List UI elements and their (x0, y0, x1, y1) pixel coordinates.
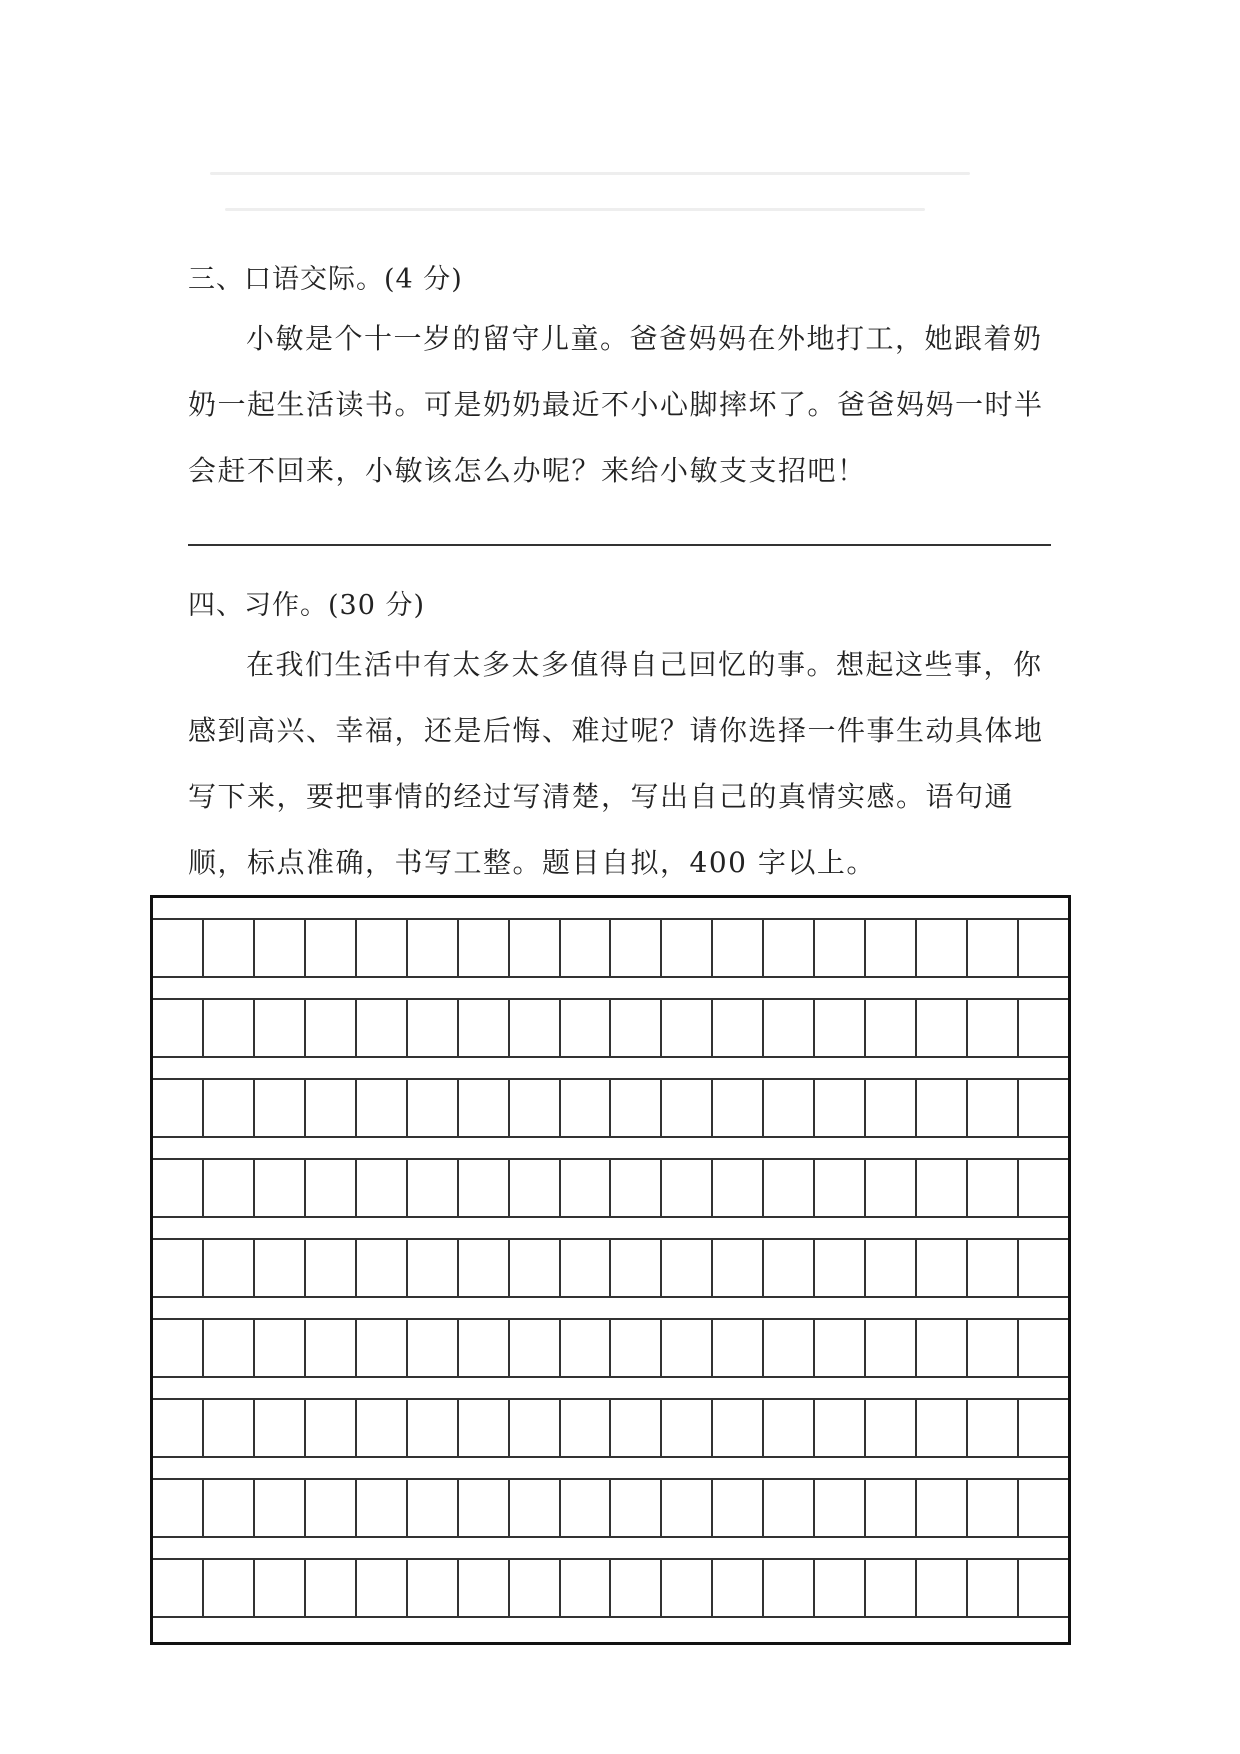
grid-cell[interactable] (966, 1480, 1017, 1536)
grid-cell[interactable] (508, 1080, 559, 1136)
grid-cell[interactable] (202, 1480, 253, 1536)
grid-cell[interactable] (966, 1080, 1017, 1136)
grid-cell[interactable] (609, 1400, 660, 1456)
grid-cell[interactable] (355, 1560, 406, 1616)
grid-cell[interactable] (762, 1320, 813, 1376)
grid-cell[interactable] (813, 1560, 864, 1616)
grid-cell[interactable] (355, 1400, 406, 1456)
faded-text-line (225, 208, 925, 211)
grid-cell[interactable] (508, 1400, 559, 1456)
grid-cell[interactable] (966, 1320, 1017, 1376)
grid-cell[interactable] (457, 1480, 508, 1536)
grid-cell[interactable] (660, 1480, 711, 1536)
grid-cell[interactable] (457, 920, 508, 976)
grid-cell[interactable] (609, 1560, 660, 1616)
grid-cell[interactable] (915, 1480, 966, 1536)
grid-cell[interactable] (355, 920, 406, 976)
grid-row (153, 1398, 1068, 1458)
grid-cell[interactable] (915, 1560, 966, 1616)
grid-cell[interactable] (153, 1480, 202, 1536)
grid-cell[interactable] (153, 1400, 202, 1456)
grid-cell[interactable] (966, 1240, 1017, 1296)
grid-cell[interactable] (559, 1480, 610, 1536)
grid-cell[interactable] (153, 1080, 202, 1136)
grid-cell[interactable] (1017, 1560, 1068, 1616)
grid-cell[interactable] (508, 920, 559, 976)
composition-grid[interactable] (150, 895, 1071, 1645)
grid-cell[interactable] (711, 1240, 762, 1296)
grid-cell[interactable] (762, 1000, 813, 1056)
grid-cell[interactable] (253, 1480, 304, 1536)
grid-cell[interactable] (864, 1320, 915, 1376)
grid-cell[interactable] (813, 1240, 864, 1296)
grid-cell[interactable] (457, 1080, 508, 1136)
grid-cell[interactable] (915, 1160, 966, 1216)
grid-cell[interactable] (762, 920, 813, 976)
grid-cell[interactable] (508, 1240, 559, 1296)
grid-cell[interactable] (762, 1400, 813, 1456)
grid-cell[interactable] (1017, 1240, 1068, 1296)
grid-cell[interactable] (966, 920, 1017, 976)
grid-cell[interactable] (864, 1080, 915, 1136)
grid-cell[interactable] (711, 1000, 762, 1056)
section-4-prompt: 在我们生活中有太多太多值得自己回忆的事。想起这些事，你感到高兴、幸福，还是后悔、难过呢？请你选择一件事生动具体地写下来，要把事情的经过写清楚，写出自己的真情实感。语句通顺，标点准确，书写工整。题目自拟，400 字以上。 (188, 648, 1044, 879)
grid-cell[interactable] (711, 1560, 762, 1616)
grid-cell[interactable] (406, 1560, 457, 1616)
grid-cell[interactable] (355, 1240, 406, 1296)
grid-cell[interactable] (355, 1320, 406, 1376)
grid-cell[interactable] (355, 1080, 406, 1136)
grid-cell[interactable] (559, 1400, 610, 1456)
grid-cell[interactable] (457, 1400, 508, 1456)
grid-cell[interactable] (559, 920, 610, 976)
section-3-prompt: 小敏是个十一岁的留守儿童。爸爸妈妈在外地打工，她跟着奶奶一起生活读书。可是奶奶最近不小心脚摔坏了。爸爸妈妈一时半会赶不回来，小敏该怎么办呢？来给小敏支支招吧！ (188, 322, 1044, 487)
grid-cell[interactable] (304, 1080, 355, 1136)
grid-cell[interactable] (711, 1080, 762, 1136)
grid-cell[interactable] (609, 1240, 660, 1296)
grid-cell[interactable] (202, 1000, 253, 1056)
grid-cell[interactable] (915, 1240, 966, 1296)
grid-cell[interactable] (711, 1400, 762, 1456)
grid-cell[interactable] (508, 1000, 559, 1056)
grid-cell[interactable] (202, 1560, 253, 1616)
grid-cell[interactable] (1017, 1320, 1068, 1376)
grid-cell[interactable] (966, 1160, 1017, 1216)
grid-cell[interactable] (762, 1560, 813, 1616)
grid-cell[interactable] (711, 1480, 762, 1536)
grid-cell[interactable] (355, 1480, 406, 1536)
grid-cell[interactable] (660, 1160, 711, 1216)
grid-cell[interactable] (762, 1160, 813, 1216)
grid-cell[interactable] (202, 1400, 253, 1456)
grid-cell[interactable] (609, 920, 660, 976)
grid-cell[interactable] (711, 1160, 762, 1216)
grid-cell[interactable] (660, 1320, 711, 1376)
grid-cell[interactable] (253, 920, 304, 976)
grid-cell[interactable] (660, 1560, 711, 1616)
grid-cell[interactable] (813, 920, 864, 976)
grid-cell[interactable] (609, 1000, 660, 1056)
grid-cell[interactable] (864, 920, 915, 976)
grid-cell[interactable] (304, 1560, 355, 1616)
grid-cell[interactable] (609, 1320, 660, 1376)
grid-cell[interactable] (813, 1080, 864, 1136)
grid-cell[interactable] (660, 1080, 711, 1136)
grid-cell[interactable] (711, 920, 762, 976)
grid-cell[interactable] (457, 1560, 508, 1616)
grid-cell[interactable] (813, 1320, 864, 1376)
grid-cell[interactable] (153, 920, 202, 976)
grid-row (153, 1238, 1068, 1298)
grid-cell[interactable] (864, 1160, 915, 1216)
grid-cell[interactable] (813, 1480, 864, 1536)
grid-cell[interactable] (304, 1480, 355, 1536)
grid-cell[interactable] (457, 1320, 508, 1376)
grid-row (153, 1558, 1068, 1618)
grid-cell[interactable] (864, 1480, 915, 1536)
grid-cell[interactable] (153, 1000, 202, 1056)
grid-cell[interactable] (762, 1080, 813, 1136)
grid-row (153, 1078, 1068, 1138)
grid-cell[interactable] (559, 1080, 610, 1136)
faded-text-line (210, 172, 970, 175)
grid-cell[interactable] (253, 1560, 304, 1616)
grid-cell[interactable] (153, 1560, 202, 1616)
grid-cell[interactable] (813, 1160, 864, 1216)
grid-cell[interactable] (508, 1480, 559, 1536)
grid-cell[interactable] (253, 1000, 304, 1056)
grid-cell[interactable] (915, 1080, 966, 1136)
section-4-heading: 四、习作。(30 分) (188, 590, 426, 621)
grid-row (153, 998, 1068, 1058)
grid-cell[interactable] (202, 1080, 253, 1136)
grid-cell[interactable] (864, 1000, 915, 1056)
grid-cell[interactable] (609, 1160, 660, 1216)
grid-cell[interactable] (253, 1240, 304, 1296)
grid-row (153, 918, 1068, 978)
grid-cell[interactable] (202, 1160, 253, 1216)
grid-cell[interactable] (559, 1160, 610, 1216)
grid-cell[interactable] (457, 1240, 508, 1296)
grid-cell[interactable] (915, 1000, 966, 1056)
grid-cell[interactable] (406, 1320, 457, 1376)
grid-cell[interactable] (1017, 1080, 1068, 1136)
answer-line[interactable] (188, 544, 1051, 546)
grid-cell[interactable] (406, 920, 457, 976)
grid-cell[interactable] (202, 920, 253, 976)
grid-cell[interactable] (153, 1160, 202, 1216)
grid-cell[interactable] (406, 1000, 457, 1056)
grid-cell[interactable] (864, 1240, 915, 1296)
grid-cell[interactable] (304, 1400, 355, 1456)
grid-cell[interactable] (813, 1000, 864, 1056)
grid-cell[interactable] (915, 1400, 966, 1456)
grid-cell[interactable] (202, 1320, 253, 1376)
grid-cell[interactable] (355, 1000, 406, 1056)
grid-cell[interactable] (406, 1080, 457, 1136)
grid-cell[interactable] (202, 1240, 253, 1296)
section-3-heading: 三、口语交际。(4 分) (188, 264, 463, 295)
grid-cell[interactable] (355, 1160, 406, 1216)
grid-cell[interactable] (609, 1080, 660, 1136)
grid-cell[interactable] (864, 1560, 915, 1616)
grid-cell[interactable] (559, 1000, 610, 1056)
grid-cell[interactable] (1017, 1000, 1068, 1056)
grid-cell[interactable] (1017, 1480, 1068, 1536)
grid-cell[interactable] (508, 1560, 559, 1616)
grid-cell[interactable] (304, 1320, 355, 1376)
grid-cell[interactable] (966, 1000, 1017, 1056)
grid-cell[interactable] (304, 1240, 355, 1296)
grid-cell[interactable] (813, 1400, 864, 1456)
grid-cell[interactable] (559, 1320, 610, 1376)
grid-cell[interactable] (508, 1320, 559, 1376)
grid-cell[interactable] (304, 920, 355, 976)
grid-cell[interactable] (660, 1000, 711, 1056)
grid-cell[interactable] (406, 1400, 457, 1456)
grid-cell[interactable] (660, 1240, 711, 1296)
grid-cell[interactable] (253, 1080, 304, 1136)
grid-cell[interactable] (1017, 1400, 1068, 1456)
grid-cell[interactable] (559, 1240, 610, 1296)
grid-cell[interactable] (457, 1160, 508, 1216)
grid-cell[interactable] (660, 920, 711, 976)
grid-row (153, 1318, 1068, 1378)
grid-cell[interactable] (966, 1560, 1017, 1616)
grid-cell[interactable] (559, 1560, 610, 1616)
grid-cell[interactable] (660, 1400, 711, 1456)
grid-cell[interactable] (457, 1000, 508, 1056)
grid-cell[interactable] (966, 1400, 1017, 1456)
grid-row (153, 1158, 1068, 1218)
grid-cell[interactable] (508, 1160, 559, 1216)
grid-cell[interactable] (253, 1320, 304, 1376)
grid-cell[interactable] (253, 1160, 304, 1216)
grid-row (153, 1478, 1068, 1538)
grid-cell[interactable] (406, 1160, 457, 1216)
grid-cell[interactable] (762, 1480, 813, 1536)
grid-cell[interactable] (915, 920, 966, 976)
grid-cell[interactable] (153, 1320, 202, 1376)
grid-cell[interactable] (304, 1000, 355, 1056)
grid-cell[interactable] (711, 1320, 762, 1376)
grid-cell[interactable] (304, 1160, 355, 1216)
grid-cell[interactable] (406, 1480, 457, 1536)
grid-cell[interactable] (915, 1320, 966, 1376)
grid-cell[interactable] (1017, 1160, 1068, 1216)
grid-cell[interactable] (1017, 920, 1068, 976)
grid-cell[interactable] (153, 1240, 202, 1296)
grid-cell[interactable] (762, 1240, 813, 1296)
grid-cell[interactable] (406, 1240, 457, 1296)
grid-cell[interactable] (609, 1480, 660, 1536)
grid-cell[interactable] (864, 1400, 915, 1456)
grid-cell[interactable] (253, 1400, 304, 1456)
